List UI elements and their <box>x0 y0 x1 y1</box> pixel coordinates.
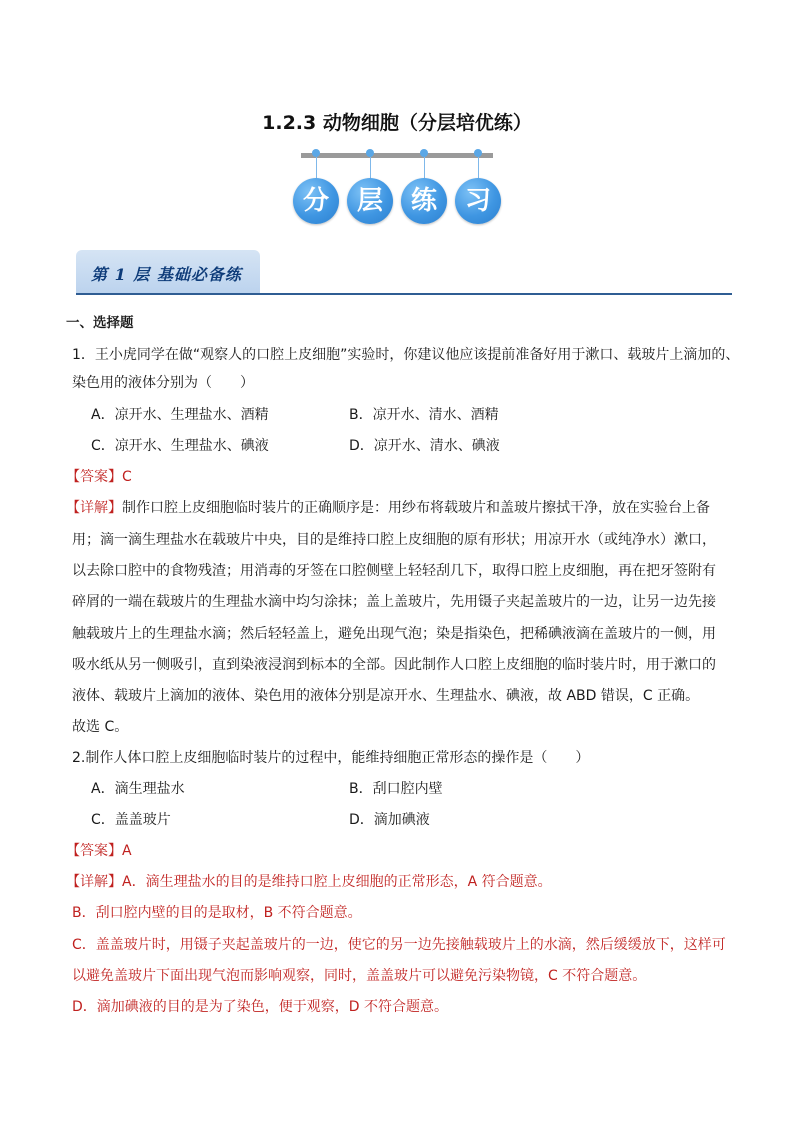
banner-peg <box>366 149 374 157</box>
q2-detail-line: D．滴加碘液的目的是为了染色，便于观察，D 不符合题意。 <box>72 999 449 1015</box>
q2-option-b: B．刮口腔内壁 <box>349 781 443 797</box>
q2-detail-line <box>66 872 552 892</box>
q1-detail-line: 以去除口腔中的食物残渣；用消毒的牙签在口腔侧壁上轻轻刮几下，取得口腔上皮细胞，再在把牙签附有 <box>72 563 716 579</box>
q2-option-a: A．滴生理盐水 <box>91 781 185 797</box>
q2-detail-line: 以避免盖玻片下面出现气泡而影响观察，同时，盖盖玻片可以避免污染物镜，C 不符合题意。 <box>72 968 647 984</box>
q1-stem-line1: 1．王小虎同学在做“观察人的口腔上皮细胞”实验时，你建议他应该提前准备好用于漱口、载玻片上滴加的、 <box>72 347 740 363</box>
q1-detail-line: 故选 C。 <box>72 719 129 735</box>
q1-detail-line: 吸水纸从另一侧吸引，直到染液浸润到标本的全部。因此制作人口腔上皮细胞的临时装片时，用于漱口的 <box>72 657 716 673</box>
q1-option-d: D．凉开水、清水、碘液 <box>349 438 500 454</box>
detail-text: A．滴生理盐水的目的是维持口腔上皮细胞的正常形态，A 符合题意。 <box>122 874 552 890</box>
banner-string <box>478 157 479 179</box>
layer-divider <box>76 293 732 295</box>
page-title: 1.2.3 动物细胞（分层培优练） <box>262 112 532 134</box>
q1-detail-line: 触载玻片上的生理盐水滴；然后轻轻盖上，避免出现气泡；染是指染色，把稀碘液滴在盖玻片的一侧，用 <box>72 626 716 642</box>
q1-detail-line: 用；滴一滴生理盐水在载玻片中央，目的是维持口腔上皮细胞的原有形状；用凉开水（或纯净水）漱口， <box>72 532 716 548</box>
banner-char: 习 <box>455 178 501 224</box>
layer-tab-label: 第 1 层 基础必备练 <box>91 265 242 284</box>
banner-string <box>370 157 371 179</box>
q1-option-a: A．凉开水、生理盐水、酒精 <box>91 407 269 423</box>
answer-tag: 【答案】 <box>66 843 122 859</box>
banner-peg <box>420 149 428 157</box>
q1-answer <box>66 467 132 487</box>
detail-text: 制作口腔上皮细胞临时装片的正确顺序是：用纱布将载玻片和盖玻片擦拭干净，放在实验台上备 <box>122 500 710 516</box>
q1-option-b: B．凉开水、清水、酒精 <box>349 407 499 423</box>
q1-stem-line2: 染色用的液体分别为（ ） <box>72 375 254 391</box>
layer-tab <box>76 250 260 293</box>
q2-detail-line: B．刮口腔内壁的目的是取材，B 不符合题意。 <box>72 905 362 921</box>
banner-char: 分 <box>293 178 339 224</box>
q2-option-c: C．盖盖玻片 <box>91 812 171 828</box>
q2-option-d: D．滴加碘液 <box>349 812 430 828</box>
section-heading: 一、选择题 <box>66 315 134 331</box>
banner-peg <box>474 149 482 157</box>
q1-detail-line <box>66 498 710 518</box>
q1-detail-line: 碎屑的一端在载玻片的生理盐水滴中均匀涂抹；盖上盖玻片，先用镊子夹起盖玻片的一边，让另一边先接 <box>72 594 716 610</box>
answer-tag: 【答案】 <box>66 469 122 485</box>
banner-char: 练 <box>401 178 447 224</box>
q1-option-c: C．凉开水、生理盐水、碘液 <box>91 438 269 454</box>
detail-tag: 【详解】 <box>66 500 122 516</box>
banner-rail <box>301 153 493 158</box>
q2-detail-line: C．盖盖玻片时，用镊子夹起盖玻片的一边，使它的另一边先接触载玻片上的水滴，然后缓缓放下，这样可 <box>72 937 726 953</box>
banner-peg <box>312 149 320 157</box>
detail-tag: 【详解】 <box>66 874 122 890</box>
answer-value: C <box>122 469 132 485</box>
answer-value: A <box>122 843 132 859</box>
q2-stem: 2.制作人体口腔上皮细胞临时装片的过程中，能维持细胞正常形态的操作是（ ） <box>72 750 590 766</box>
banner-string <box>424 157 425 179</box>
q2-answer <box>66 841 132 861</box>
banner-char: 层 <box>347 178 393 224</box>
banner-string <box>316 157 317 179</box>
q1-detail-line: 液体、载玻片上滴加的液体、染色用的液体分别是凉开水、生理盐水、碘液，故 ABD 错误，C 正确。 <box>72 688 700 704</box>
